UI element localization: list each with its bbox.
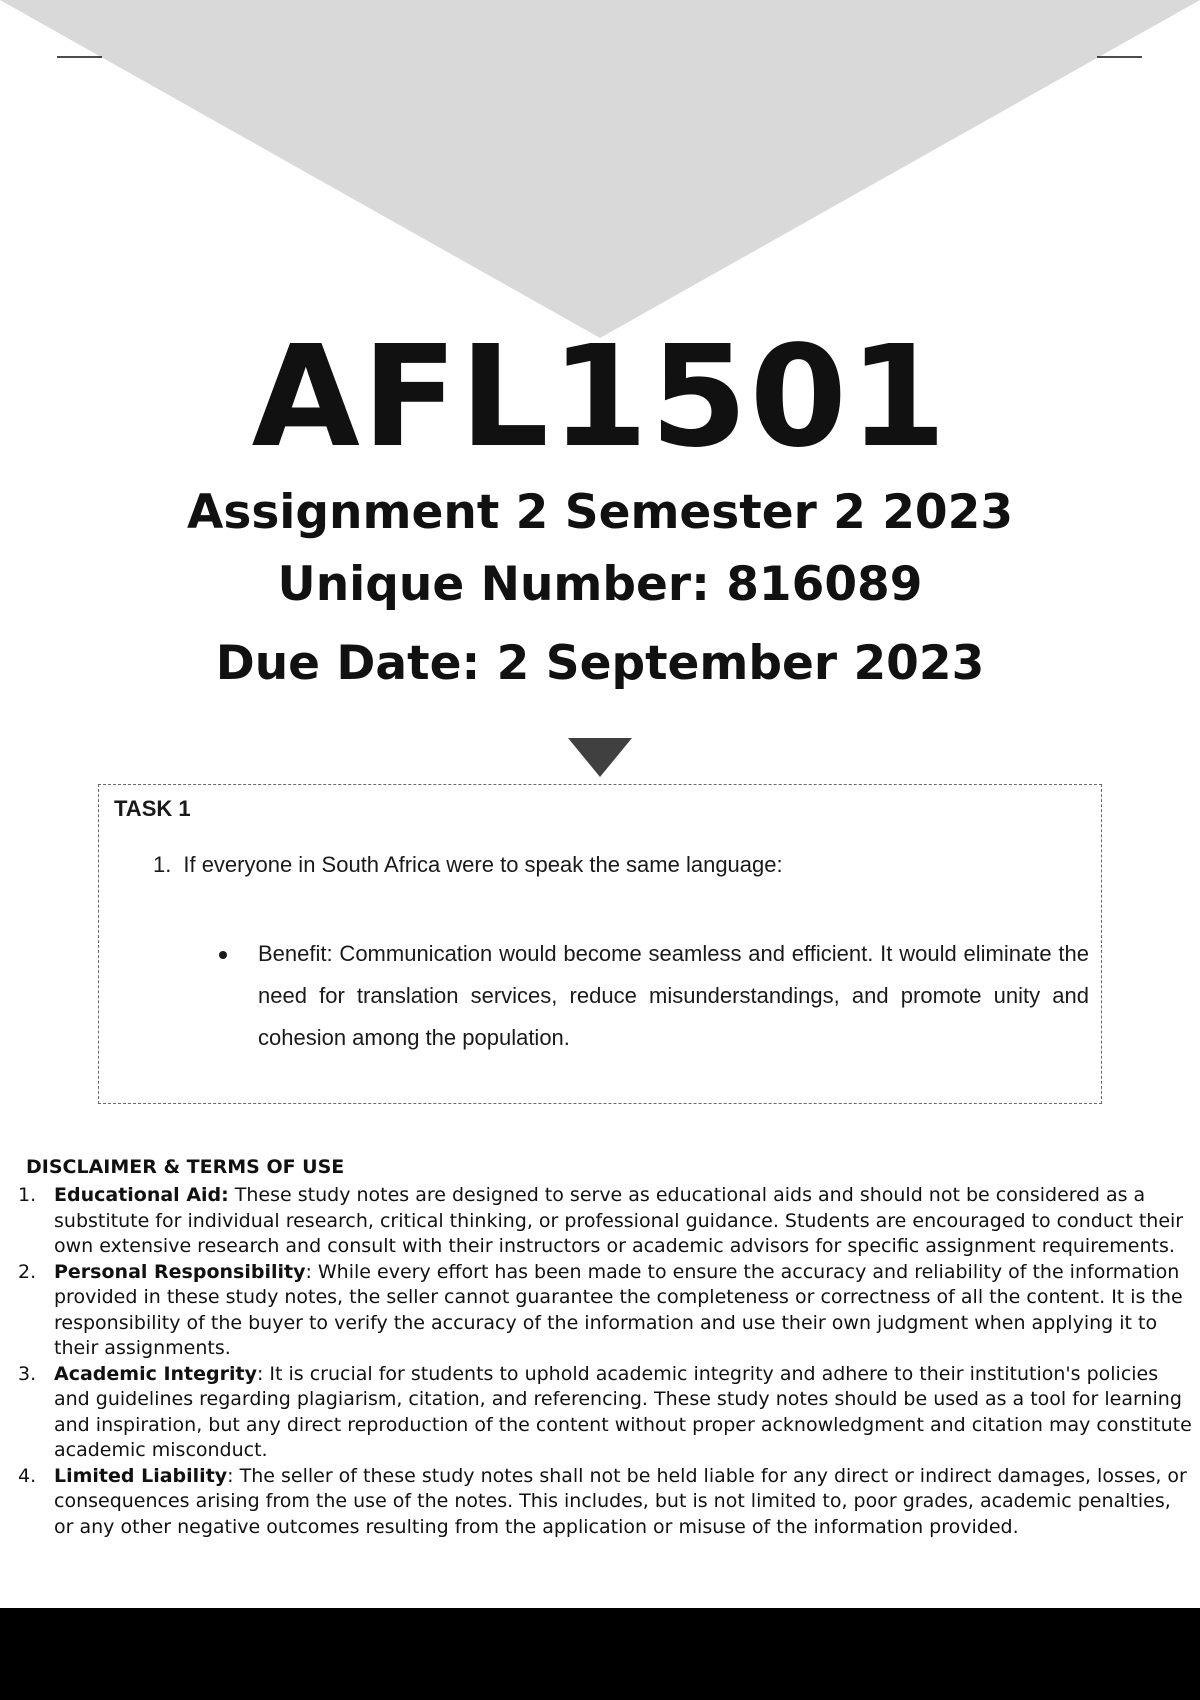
item-number: 3. bbox=[18, 1362, 37, 1385]
item-lead: Limited Liability bbox=[54, 1464, 228, 1487]
disclaimer-list bbox=[0, 1183, 1200, 1540]
disclaimer-item bbox=[0, 1362, 1200, 1464]
item-lead: Academic Integrity bbox=[54, 1362, 257, 1385]
bullet-item bbox=[219, 933, 1089, 1059]
item-text: : It is crucial for students to uphold academic integrity and adhere to their institution's policies and guidelines regarding plagiarism, citation, and referencing. These study notes should be used as a tool for learning and inspiration, but any direct reproduction of the content without proper acknowledgment and citation may constitute academic misconduct. bbox=[54, 1362, 1192, 1461]
top-banner-triangle bbox=[0, 0, 1200, 338]
item-lead: Educational Aid: bbox=[54, 1184, 229, 1206]
footer-bar bbox=[0, 1608, 1200, 1700]
question-text: If everyone in South Africa were to speak the same language: bbox=[183, 852, 783, 877]
due-date: Due Date: 2 September 2023 bbox=[215, 636, 985, 691]
bullet-text: Benefit: Communication would become seamless and efficient. It would eliminate the need for translation services, reduce misunderstandings, and promote unity and cohesion among the population. bbox=[258, 941, 1089, 1050]
item-text: These study notes are designed to serve as educational aids and should not be considered as a substitute for individual research, critical thinking, or professional guidance. Students are encouraged to conduct their own extensive research and consult with their instructors or academic advisors for specific assignment requirements. bbox=[54, 1184, 1184, 1257]
task-title: TASK 1 bbox=[114, 796, 191, 821]
course-code: AFL1501 bbox=[251, 316, 949, 479]
disclaimer-item bbox=[0, 1260, 1200, 1362]
task-question bbox=[153, 851, 783, 879]
disclaimer-item bbox=[0, 1464, 1200, 1541]
item-number: 4. bbox=[18, 1464, 37, 1487]
unique-number: Unique Number: 816089 bbox=[277, 557, 923, 612]
down-triangle-marker bbox=[568, 738, 632, 777]
item-text: : While every effort has been made to ensure the accuracy and reliability of the information provided in these study notes, the seller cannot guarantee the completeness or correctness of all the content. It is the responsibility of the buyer to verify the accuracy of the information and use their own judgment when applying it to their assignments. bbox=[54, 1260, 1183, 1359]
task-box bbox=[98, 784, 1102, 1104]
item-number: 1. bbox=[18, 1184, 37, 1206]
item-lead: Personal Responsibility bbox=[54, 1260, 306, 1283]
item-text: : The seller of these study notes shall not be held liable for any direct or indirect damages, losses, or consequences arising from the use of the notes. This includes, but is not limited to, poor grades, academic penalties, or any other negative outcomes resulting from the application or misuse of the information provided. bbox=[54, 1464, 1187, 1538]
item-number: 2. bbox=[18, 1260, 37, 1283]
question-number: 1. bbox=[153, 852, 172, 877]
disclaimer-title: DISCLAIMER & TERMS OF USE bbox=[26, 1156, 345, 1178]
bullet-icon bbox=[219, 951, 227, 959]
disclaimer-item bbox=[0, 1183, 1200, 1260]
assignment-title: Assignment 2 Semester 2 2023 bbox=[186, 485, 1014, 540]
